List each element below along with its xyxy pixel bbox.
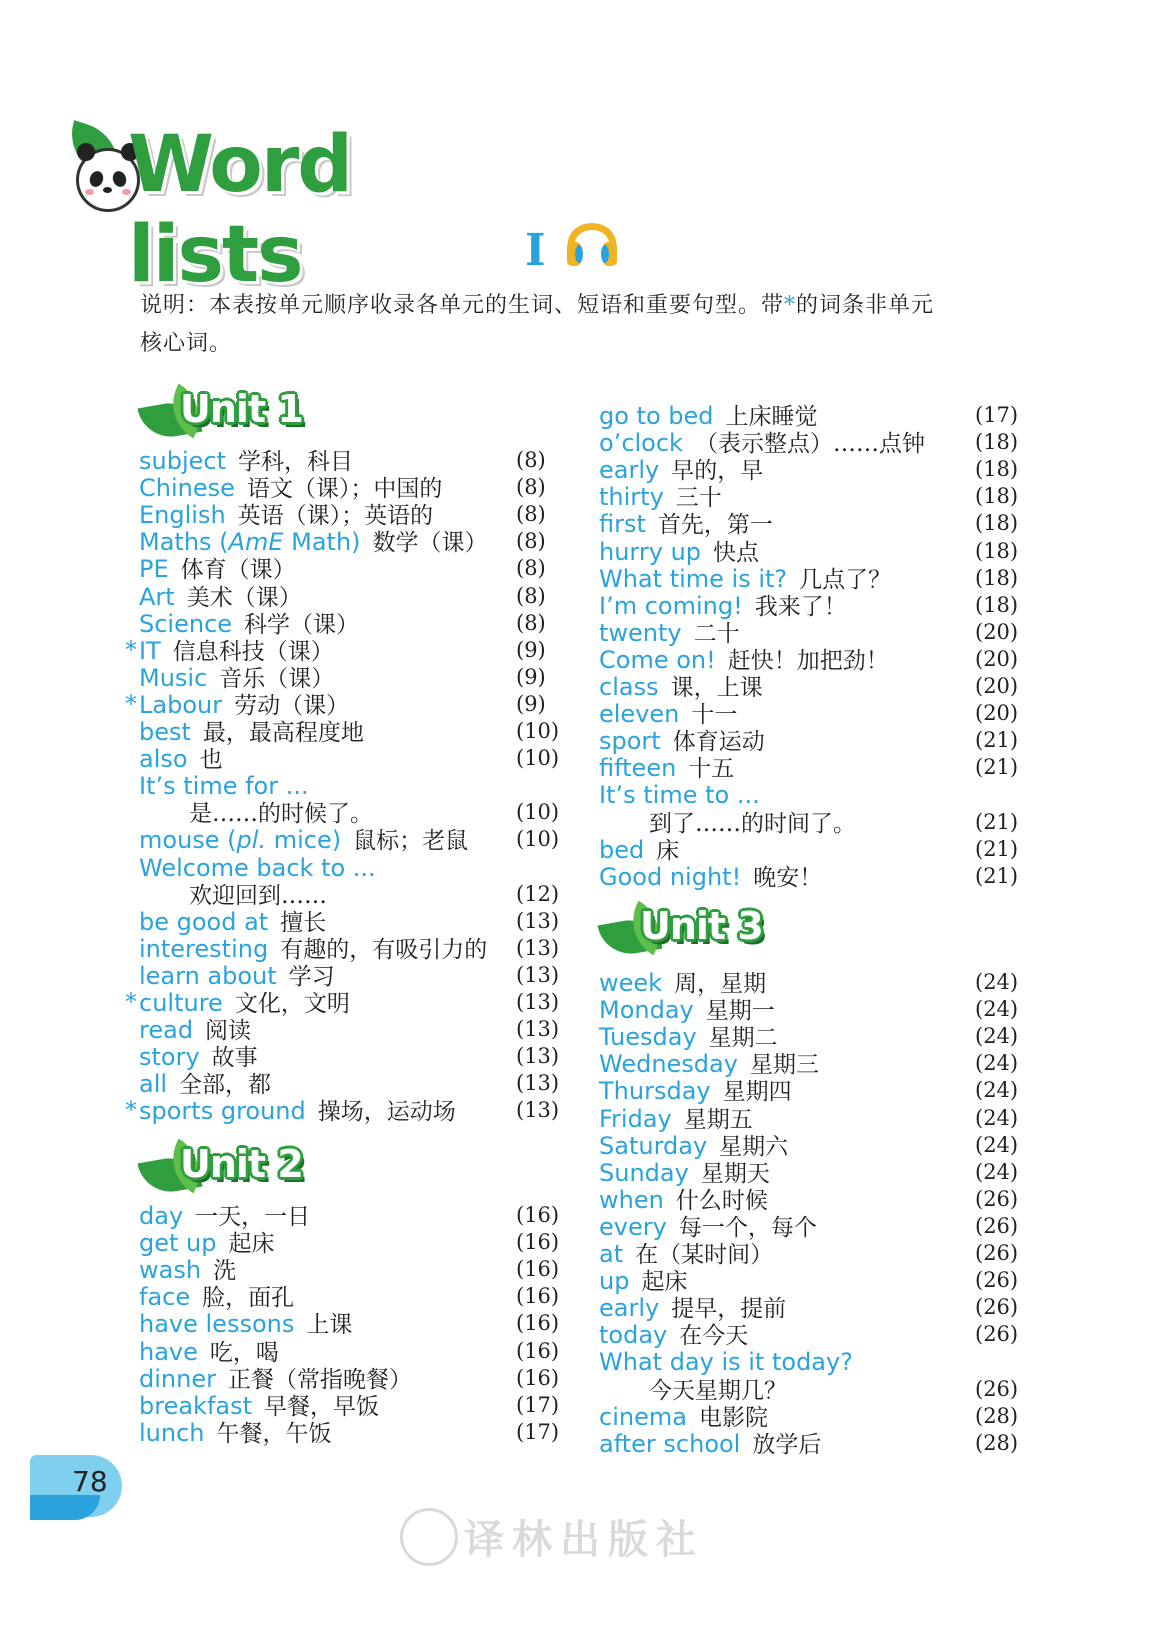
entry-meaning: 美术（课）: [186, 584, 302, 611]
entry-meaning: 故事: [211, 1045, 258, 1072]
entry-word-part: Maths (: [139, 528, 229, 557]
entry-word: English: [139, 501, 226, 530]
list-item: [139, 1256, 236, 1285]
unit-label: Unit 3: [640, 904, 763, 948]
entry-page: (8): [516, 502, 546, 527]
list-item: [599, 592, 847, 621]
entry-word-part: Math): [283, 528, 361, 557]
entry-word: today: [599, 1321, 668, 1350]
list-item: [139, 826, 468, 855]
list-item: [139, 1070, 271, 1099]
entry-word-note: pl.: [236, 826, 267, 855]
entry-word: Music: [139, 663, 208, 692]
entry-page: (26): [975, 1213, 1019, 1238]
entry-word: Monday: [599, 996, 694, 1025]
entry-meaning: 操场，运动场: [317, 1099, 456, 1126]
entry-word: [139, 826, 341, 854]
entry-page: (20): [975, 701, 1019, 726]
entry-meaning: 赶快！加把劲！: [727, 647, 889, 674]
list-item: [139, 1419, 332, 1448]
entry-page: (17): [516, 1392, 560, 1417]
entry-word: face: [139, 1283, 191, 1312]
list-item: [139, 772, 309, 800]
entry-page: (24): [975, 970, 1019, 994]
entry-word: day: [139, 1202, 184, 1230]
list-item: [139, 583, 302, 612]
entry-meaning: 吃，喝: [209, 1339, 279, 1366]
entry-page: (26): [975, 1295, 1019, 1320]
entry-meaning: 音乐（课）: [219, 665, 335, 692]
entry-page: (16): [516, 1203, 560, 1227]
list-item: [599, 969, 766, 998]
list-item: [139, 447, 353, 476]
list-item: [599, 538, 759, 567]
list-item: [189, 881, 327, 910]
list-item: [599, 1240, 773, 1269]
entry-page: (24): [975, 1051, 1019, 1076]
entry-word: learn about: [139, 961, 277, 990]
entry-meaning: 十一: [691, 702, 738, 729]
entry-meaning: 床: [656, 837, 680, 864]
entry-meaning: 上床睡觉: [725, 404, 818, 430]
list-item: [599, 1159, 770, 1188]
entry-word: wash: [139, 1256, 202, 1285]
list-item: [599, 1186, 768, 1215]
entry-page: (13): [516, 935, 560, 960]
entry-meaning: 早的，早: [671, 458, 764, 485]
entry-word: Wednesday: [599, 1050, 738, 1079]
entry-meaning: 十五: [688, 756, 735, 783]
entry-word: Good night!: [599, 862, 742, 891]
entry-meaning: 午餐，午饭: [216, 1420, 332, 1447]
list-item: [649, 1376, 787, 1405]
entry-meaning: 在（某时间）: [635, 1242, 774, 1268]
entry-meaning: 课，上课: [670, 675, 763, 701]
entry-word: lunch: [139, 1418, 205, 1447]
entry-page: (28): [975, 1403, 1019, 1428]
entry-page: (10): [516, 827, 560, 852]
entry-page: (13): [516, 1098, 560, 1123]
entry-page: (24): [975, 1078, 1019, 1103]
entry-page: (10): [516, 746, 560, 771]
list-item: [139, 1392, 379, 1421]
entry-word: read: [139, 1016, 194, 1045]
entry-page: (9): [516, 637, 546, 662]
list-item: [139, 1043, 258, 1072]
entry-page: (16): [516, 1365, 560, 1390]
list-item: [139, 854, 376, 882]
entry-meaning: 到了……的时间了。: [649, 810, 856, 837]
list-item: [599, 1403, 768, 1432]
entry-meaning: 星期一: [705, 998, 775, 1025]
entry-meaning: 放学后: [752, 1431, 822, 1458]
entry-page: (16): [516, 1284, 560, 1309]
entry-word: Science: [139, 609, 233, 638]
entry-meaning: 数学（课）: [372, 530, 488, 557]
entry-word: Art: [139, 582, 175, 611]
entry-word: early: [599, 1294, 660, 1323]
entry-meaning: 最，最高程度地: [202, 720, 364, 746]
entry-page: (8): [516, 475, 546, 500]
entry-page: (24): [975, 1132, 1019, 1157]
entry-meaning: 周，星期: [674, 971, 767, 997]
entry-word: after school: [599, 1429, 741, 1458]
entry-word: story: [139, 1043, 200, 1072]
list-item: [599, 1348, 853, 1376]
list-item: [139, 962, 335, 991]
entry-page: (12): [516, 881, 560, 906]
entry-word: cinema: [599, 1402, 687, 1431]
entry-word: It’s time for ...: [139, 772, 309, 801]
list-item: [599, 646, 889, 675]
list-item: [139, 718, 364, 747]
entry-word: up: [599, 1267, 630, 1296]
entry-word: first: [599, 510, 646, 539]
list-item: [139, 1283, 294, 1312]
headphones-icon: [565, 212, 619, 270]
entry-meaning: 阅读: [205, 1018, 252, 1045]
entry-meaning: 英语（课）；英语的: [237, 503, 434, 530]
entry-meaning: 信息科技（课）: [172, 638, 334, 665]
entry-page: (20): [975, 619, 1019, 644]
entry-meaning: 体育运动: [672, 729, 765, 756]
entry-page: (26): [975, 1376, 1019, 1401]
entry-page: (21): [975, 755, 1019, 780]
list-item: [599, 1050, 819, 1079]
entry-page: (26): [975, 1322, 1019, 1347]
entry-page: (8): [516, 610, 546, 635]
entry-word: Labour: [139, 690, 223, 719]
list-item: [139, 1365, 412, 1394]
list-item: [139, 1310, 352, 1339]
optional-marker: *: [125, 689, 137, 718]
entry-word: week: [599, 969, 663, 997]
optional-marker: *: [125, 635, 137, 664]
entry-word: Come on!: [599, 645, 716, 674]
list-item: [139, 908, 326, 937]
entry-page: (13): [516, 908, 560, 933]
entry-page: (9): [516, 691, 546, 716]
entry-word: be good at: [139, 907, 269, 936]
entry-page: (21): [975, 809, 1019, 834]
entry-word: fifteen: [599, 754, 677, 783]
entry-page: (24): [975, 1105, 1019, 1130]
entry-word: interesting: [139, 934, 269, 963]
entry-page: (18): [975, 430, 1019, 455]
entry-page: (18): [975, 484, 1019, 509]
optional-marker: *: [125, 1096, 137, 1125]
entry-page: (21): [975, 728, 1019, 753]
entry-meaning: 晚安！: [753, 864, 823, 891]
list-item: [599, 402, 818, 431]
entry-meaning: 早餐，早饭: [264, 1393, 380, 1420]
entry-meaning: 电影院: [698, 1404, 768, 1431]
entry-word: hurry up: [599, 537, 702, 566]
page-number: 78: [72, 1465, 108, 1498]
entry-word: I’m coming!: [599, 591, 743, 620]
entry-meaning: 起床: [228, 1231, 275, 1258]
entry-word: twenty: [599, 618, 682, 647]
list-item: [599, 1430, 821, 1459]
entry-page: (9): [516, 664, 546, 689]
entry-page: (8): [516, 448, 546, 472]
list-item: [599, 429, 925, 458]
entry-page: (10): [516, 719, 560, 743]
list-item: [139, 528, 488, 557]
entry-meaning: 脸，面孔: [202, 1285, 295, 1312]
list-item: [599, 1132, 788, 1161]
entry-page: (17): [975, 403, 1019, 427]
entry-page: (24): [975, 1159, 1019, 1184]
entry-meaning: 学习: [288, 963, 335, 990]
list-item: [599, 996, 775, 1025]
entry-page: (17): [516, 1419, 560, 1444]
entry-page: (26): [975, 1241, 1019, 1265]
entry-meaning: 正餐（常指晚餐）: [227, 1366, 412, 1393]
entry-word: best: [139, 718, 191, 746]
entry-meaning: 提早，提前: [671, 1296, 787, 1323]
entry-page: (28): [975, 1430, 1019, 1455]
list-item: [599, 673, 763, 702]
entry-word: Saturday: [599, 1131, 708, 1160]
entry-word: eleven: [599, 700, 680, 729]
entry-page: (24): [975, 997, 1019, 1022]
entry-meaning: 科学（课）: [244, 611, 360, 638]
entry-word: Welcome back to ...: [139, 853, 376, 882]
entry-page: (26): [975, 1268, 1019, 1293]
unit-label: Unit 2: [180, 1142, 303, 1186]
list-item: [599, 510, 773, 539]
list-item: [139, 610, 359, 639]
entry-word: also: [139, 745, 188, 774]
entry-word: go to bed: [599, 402, 714, 430]
entry-meaning: 欢迎回到……: [189, 882, 327, 909]
list-item: [599, 1077, 792, 1106]
entry-word: get up: [139, 1229, 217, 1258]
entry-word: dinner: [139, 1364, 216, 1393]
unit-label: Unit 1: [180, 387, 303, 431]
entry-word: sports ground: [139, 1097, 306, 1126]
entry-word: It’s time to ...: [599, 781, 760, 810]
entry-meaning: 首先，第一: [657, 512, 773, 539]
entry-word: have lessons: [139, 1310, 295, 1339]
entry-meaning: 学科，科目: [238, 449, 353, 475]
entry-meaning: 今天星期几？: [649, 1377, 787, 1404]
entry-word: early: [599, 456, 660, 485]
entry-meaning: 星期三: [749, 1052, 819, 1079]
list-item: [599, 727, 765, 756]
entry-meaning: 语文（课）；中国的: [246, 476, 443, 503]
entry-word: culture: [139, 989, 223, 1017]
list-item: [599, 836, 679, 865]
list-item: [599, 1213, 817, 1242]
entry-word: every: [599, 1212, 667, 1241]
list-item: [139, 989, 350, 1018]
entry-word: IT: [139, 636, 161, 665]
entry-meaning: 鼠标；老鼠: [353, 828, 469, 855]
entry-meaning: 体育（课）: [180, 557, 296, 584]
intro-note: 说明：本表按单元顺序收录各单元的生词、短语和重要句型。带*的词条非单元 核心词。: [140, 293, 935, 356]
entry-meaning: 洗: [213, 1258, 237, 1285]
entry-word: at: [599, 1240, 624, 1268]
entry-page: (18): [975, 457, 1019, 482]
entry-meaning: 星期五: [683, 1106, 753, 1133]
section-heading: I: [525, 225, 546, 276]
entry-page: (13): [516, 962, 560, 987]
entry-meaning: 是……的时候了。: [189, 801, 373, 828]
page-header: [66, 120, 536, 300]
entry-meaning: 上课: [306, 1312, 353, 1339]
entry-meaning: 星期四: [722, 1079, 792, 1106]
entry-word: What time is it?: [599, 564, 788, 593]
unit-heading: [140, 385, 320, 445]
entry-page: (16): [516, 1311, 560, 1336]
entry-word: Thursday: [599, 1077, 711, 1106]
list-item: [599, 1023, 778, 1052]
list-item: [139, 745, 223, 774]
entry-meaning: 一天，一日: [195, 1204, 311, 1230]
entry-word: class: [599, 673, 659, 701]
list-item: [139, 1016, 251, 1045]
page-title: Word lists: [128, 120, 352, 300]
entry-meaning: 三十: [675, 485, 722, 512]
entry-word: What day is it today?: [599, 1348, 853, 1377]
list-item: [599, 1267, 687, 1296]
entry-meaning: 擅长: [280, 909, 327, 936]
entry-word: PE: [139, 555, 169, 584]
entry-page: (24): [975, 1024, 1019, 1049]
list-item: [599, 1105, 753, 1134]
entry-page: (16): [516, 1230, 560, 1255]
entry-word: bed: [599, 835, 645, 864]
list-item: [599, 781, 760, 809]
entry-word: when: [599, 1185, 664, 1214]
entry-page: (18): [975, 565, 1019, 590]
list-item: [139, 637, 334, 666]
entry-word: subject: [139, 447, 226, 475]
entry-page: (8): [516, 583, 546, 608]
entry-meaning: 星期二: [708, 1025, 778, 1052]
list-item: [599, 483, 722, 512]
list-item: [599, 863, 822, 892]
entry-page: (10): [516, 800, 560, 825]
entry-meaning: （表示整点）……点钟: [694, 431, 925, 458]
entry-meaning: 我来了！: [754, 593, 847, 620]
entry-word: thirty: [599, 483, 664, 512]
entry-meaning: 也: [199, 747, 223, 774]
entry-meaning: 什么时候: [675, 1187, 768, 1214]
list-item: [599, 1294, 786, 1323]
entry-meaning: 起床: [641, 1269, 688, 1296]
entry-page: (21): [975, 863, 1019, 888]
list-item: [139, 691, 349, 720]
list-item: [139, 1338, 279, 1367]
entry-word: all: [139, 1070, 168, 1099]
list-item: [599, 754, 734, 783]
list-item: [139, 1202, 310, 1231]
entry-meaning: 星期天: [700, 1160, 770, 1187]
optional-marker: *: [125, 988, 137, 1016]
entry-page: (18): [975, 592, 1019, 617]
entry-page: (8): [516, 556, 546, 581]
entry-word: o’clock: [599, 429, 683, 458]
list-item: [599, 565, 891, 594]
list-item: [649, 809, 856, 838]
unit-heading: [140, 1140, 320, 1200]
entry-meaning: 文化，文明: [234, 991, 350, 1017]
entry-word: Friday: [599, 1104, 672, 1133]
list-item: [139, 1097, 456, 1126]
entry-word: Chinese: [139, 474, 235, 503]
list-item: [139, 501, 433, 530]
entry-word: breakfast: [139, 1391, 253, 1420]
entry-word: sport: [599, 727, 661, 756]
unit-heading: [600, 902, 780, 962]
entry-page: (8): [516, 529, 546, 554]
entry-meaning: 每一个，每个: [678, 1214, 817, 1241]
entry-meaning: 二十: [693, 620, 740, 647]
publisher-watermark: 译林出版社: [464, 1516, 704, 1563]
list-item: [189, 799, 373, 828]
list-item: [139, 474, 442, 503]
list-item: [599, 700, 737, 729]
list-item: [139, 935, 487, 964]
entry-page: (13): [516, 1017, 560, 1042]
entry-page: (16): [516, 1257, 560, 1282]
entry-meaning: 星期六: [719, 1133, 789, 1160]
entry-word: have: [139, 1337, 198, 1366]
entry-page: (16): [516, 1338, 560, 1363]
entry-page: (26): [975, 1186, 1019, 1211]
entry-page: (20): [975, 674, 1019, 698]
entry-word-note: AmE: [228, 528, 284, 557]
entry-page: (18): [975, 511, 1019, 536]
entry-word-part: mouse (: [139, 826, 237, 855]
entry-meaning: 有趣的，有吸引力的: [280, 936, 488, 963]
entry-page: (20): [975, 646, 1019, 671]
list-item: [139, 1229, 274, 1258]
entry-page: (13): [516, 1071, 560, 1096]
entry-word: Tuesday: [599, 1023, 697, 1052]
list-item: [599, 619, 740, 648]
entry-page: (21): [975, 836, 1019, 861]
entry-meaning: 在今天: [679, 1323, 749, 1350]
entry-word: [139, 528, 361, 556]
entry-page: (13): [516, 990, 560, 1014]
entry-page: (13): [516, 1044, 560, 1069]
entry-meaning: 快点: [713, 539, 760, 566]
entry-meaning: 劳动（课）: [234, 692, 350, 719]
list-item: [599, 456, 763, 485]
entry-meaning: 几点了？: [799, 566, 892, 593]
entry-word-part: mice): [266, 826, 342, 855]
entry-word: Sunday: [599, 1158, 689, 1187]
list-item: [139, 664, 334, 693]
list-item: [599, 1321, 748, 1350]
list-item: [139, 555, 296, 584]
entry-meaning: 全部，都: [179, 1072, 272, 1099]
entry-page: (18): [975, 538, 1019, 563]
publisher-logo: [400, 1508, 458, 1566]
